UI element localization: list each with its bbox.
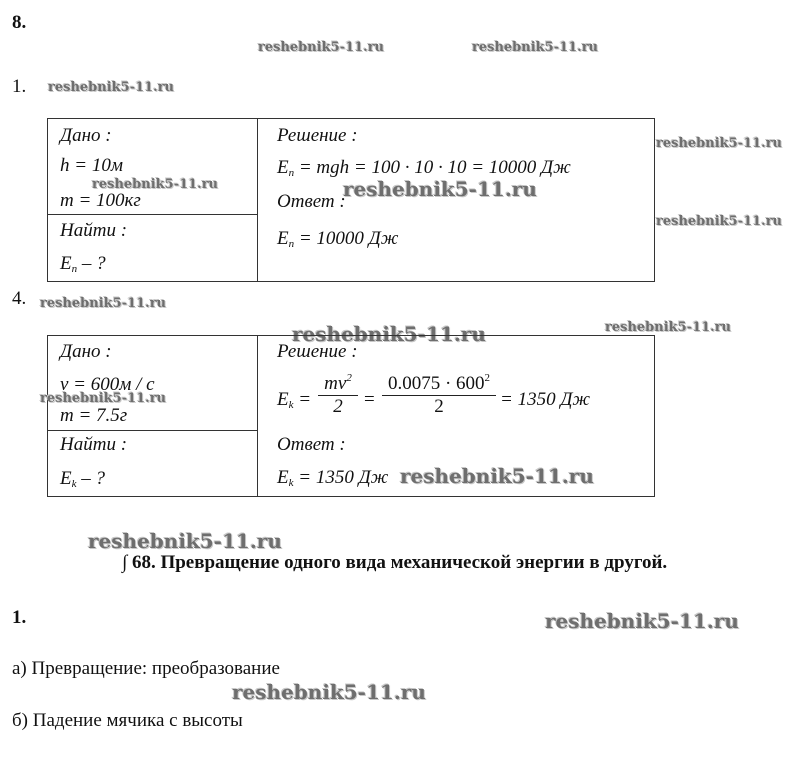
watermark: reshebnik5-11.ru: [292, 322, 486, 346]
solution-label: Решение :: [277, 125, 358, 146]
watermark: reshebnik5-11.ru: [545, 609, 739, 633]
watermark: reshebnik5-11.ru: [656, 136, 783, 151]
watermark: reshebnik5-11.ru: [40, 391, 167, 406]
answer-label: Ответ :: [277, 191, 346, 212]
fraction-2: $0.0075 \cdot 600^2$ 2: [382, 372, 496, 418]
watermark: reshebnik5-11.ru: [656, 214, 783, 229]
section-title: ∫ 68. Превращение одного вида механической энергии в другой.: [122, 552, 668, 573]
task-4-number: 4.: [12, 288, 27, 309]
solution-label: Решение :: [277, 341, 358, 362]
watermark: reshebnik5-11.ru: [48, 80, 175, 95]
problem-number: 8.: [12, 12, 27, 33]
watermark: reshebnik5-11.ru: [40, 296, 167, 311]
find-label: Найти :: [60, 434, 128, 455]
fraction-1: $mv^2$ 2: [318, 372, 358, 418]
watermark: reshebnik5-11.ru: [258, 40, 385, 55]
answer-value: $E_k = 1350$ Дж: [277, 467, 389, 489]
formula-result: = 1350 Дж: [500, 389, 591, 410]
answer-a: а) Превращение: преобразование: [12, 658, 280, 679]
part-1-number: 1.: [12, 607, 27, 628]
watermark: reshebnik5-11.ru: [605, 320, 732, 335]
find-quantity: $E_k$ – ?: [60, 468, 105, 490]
watermark: reshebnik5-11.ru: [343, 177, 537, 201]
watermark: reshebnik5-11.ru: [472, 40, 599, 55]
watermark: reshebnik5-11.ru: [232, 680, 426, 704]
table-divider: [257, 118, 258, 282]
find-quantity: $E_п$ – ?: [60, 253, 106, 275]
given-mass: m = 7.5г: [60, 405, 128, 426]
given-velocity: v = 600м / с: [60, 374, 155, 395]
given-mass: m = 100кг: [60, 190, 141, 211]
answer-label: Ответ :: [277, 434, 346, 455]
watermark: reshebnik5-11.ru: [92, 177, 219, 192]
given-label: Дано :: [60, 341, 112, 362]
table-divider: [47, 214, 258, 215]
solution-formula: $E_п$ = mgh = 100 · 10 · 10 = 10000 Дж: [277, 157, 571, 179]
find-label: Найти :: [60, 220, 128, 241]
formula-lhs: $E_k$ =: [277, 389, 312, 411]
table-divider: [257, 335, 258, 497]
equals-sign: =: [364, 389, 375, 410]
task-1-number: 1.: [12, 76, 27, 97]
given-height: h = 10м: [60, 155, 123, 176]
answer-b: б) Падение мячика с высоты: [12, 710, 243, 731]
answer-value: $E_п = 10000$ Дж: [277, 228, 399, 250]
table-divider: [47, 430, 258, 431]
watermark: reshebnik5-11.ru: [88, 529, 282, 553]
given-label: Дано :: [60, 125, 112, 146]
watermark: reshebnik5-11.ru: [400, 464, 594, 488]
